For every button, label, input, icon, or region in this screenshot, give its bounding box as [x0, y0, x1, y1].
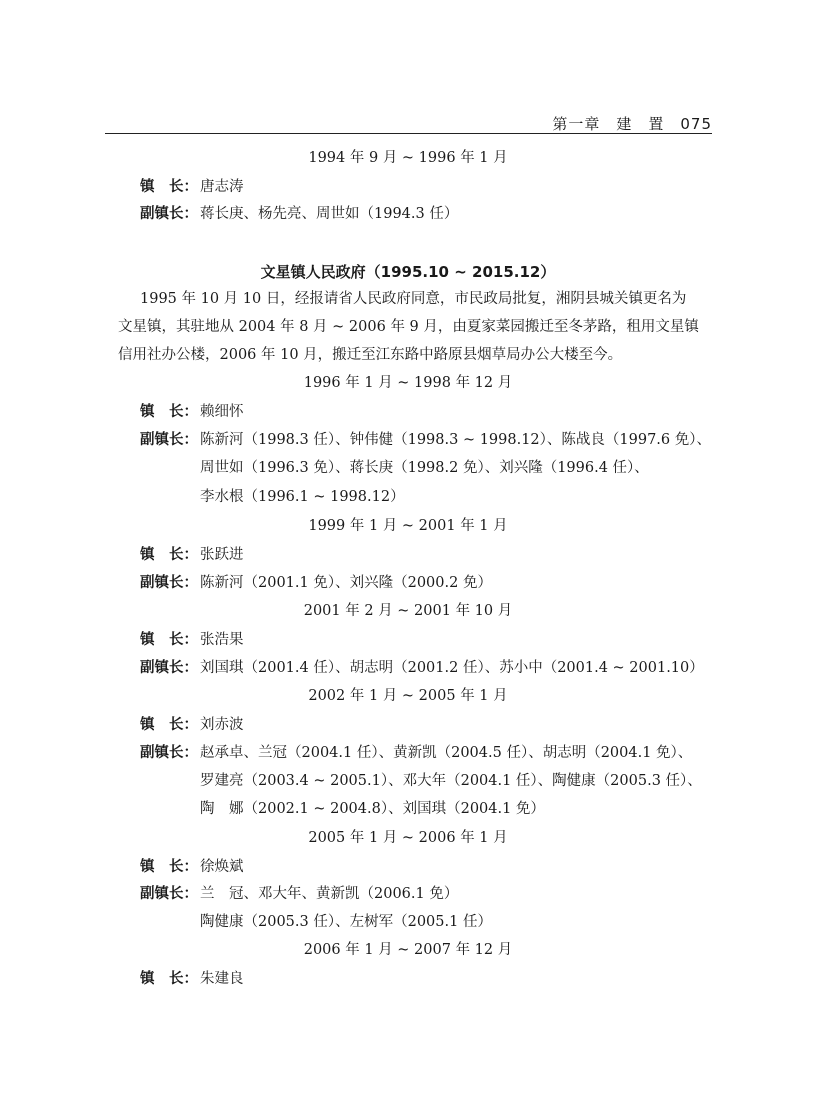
mayor-name: 唐志涛: [200, 179, 244, 195]
mayor-label: 镇 长：: [140, 179, 198, 195]
section-title: 文星镇人民政府（1995.10 ~ 2015.12）: [260, 263, 556, 281]
period-heading: 2001 年 2 月 ~ 2001 年 10 月: [303, 603, 513, 619]
mayor-label: 镇 长：: [140, 717, 198, 733]
deputy-names: 陶 娜（2002.1 ~ 2004.8）、刘国琪（2004.1 免）: [200, 801, 545, 817]
mayor-name: 朱建良: [200, 971, 244, 987]
paragraph-line: 1995 年 10 月 10 日，经报请省人民政府同意，市民政局批复，湘阴县城关镇更名为: [140, 291, 687, 307]
period-heading: 2006 年 1 月 ~ 2007 年 12 月: [303, 942, 513, 958]
paragraph-line: 信用社办公楼，2006 年 10 月，搬迁至江东路中路原县烟草局办公大楼至今。: [118, 347, 623, 363]
deputy-names: 周世如（1996.3 免）、蒋长庚（1998.2 免）、刘兴隆（1996.4 任）、: [200, 460, 649, 476]
mayor-name: 张浩果: [200, 632, 244, 648]
mayor-label: 镇 长：: [140, 632, 198, 648]
mayor-name: 刘赤波: [200, 717, 244, 733]
deputy-names: 兰 冠、邓大年、黄新凯（2006.1 免）: [200, 886, 459, 902]
deputy-names: 陈新河（1998.3 任）、钟伟健（1998.3 ~ 1998.12）、陈战良（1997.6 免）、: [200, 432, 712, 448]
paragraph-line: 文星镇，其驻地从 2004 年 8 月 ~ 2006 年 9 月，由夏家菜园搬迁至冬茅路，租用文星镇: [118, 319, 699, 335]
running-header: 第一章 建 置 075: [552, 115, 712, 133]
mayor-name: 张跃进: [200, 547, 244, 563]
header-rule: [105, 133, 712, 134]
deputy-names: 陶健康（2005.3 任）、左树军（2005.1 任）: [200, 914, 492, 930]
mayor-label: 镇 长：: [140, 547, 198, 563]
deputy-label: 副镇长：: [140, 660, 198, 676]
period-heading: 1999 年 1 月 ~ 2001 年 1 月: [308, 518, 508, 534]
mayor-label: 镇 长：: [140, 404, 198, 420]
period-heading: 1994 年 9 月 ~ 1996 年 1 月: [308, 150, 508, 166]
deputy-names: 罗建亮（2003.4 ~ 2005.1）、邓大年（2004.1 任）、陶健康（2005.3 任）、: [200, 773, 702, 789]
deputy-names: 赵承卓、兰冠（2004.1 任）、黄新凯（2004.5 任）、胡志明（2004.1 免）、: [200, 745, 693, 761]
deputy-names: 蒋长庚、杨先亮、周世如（1994.3 任）: [200, 206, 459, 222]
deputy-label: 副镇长：: [140, 432, 198, 448]
deputy-names: 李水根（1996.1 ~ 1998.12）: [200, 489, 405, 505]
mayor-label: 镇 长：: [140, 971, 198, 987]
deputy-label: 副镇长：: [140, 745, 198, 761]
period-heading: 2005 年 1 月 ~ 2006 年 1 月: [308, 830, 508, 846]
period-heading: 1996 年 1 月 ~ 1998 年 12 月: [303, 375, 513, 391]
deputy-names: 陈新河（2001.1 免）、刘兴隆（2000.2 免）: [200, 575, 492, 591]
mayor-name: 赖细怀: [200, 404, 244, 420]
mayor-name: 徐焕斌: [200, 859, 244, 875]
deputy-label: 副镇长：: [140, 886, 198, 902]
mayor-label: 镇 长：: [140, 859, 198, 875]
period-heading: 2002 年 1 月 ~ 2005 年 1 月: [308, 688, 508, 704]
deputy-names: 刘国琪（2001.4 任）、胡志明（2001.2 任）、苏小中（2001.4 ~ 2001.10）: [200, 660, 704, 676]
deputy-label: 副镇长：: [140, 206, 198, 222]
deputy-label: 副镇长：: [140, 575, 198, 591]
